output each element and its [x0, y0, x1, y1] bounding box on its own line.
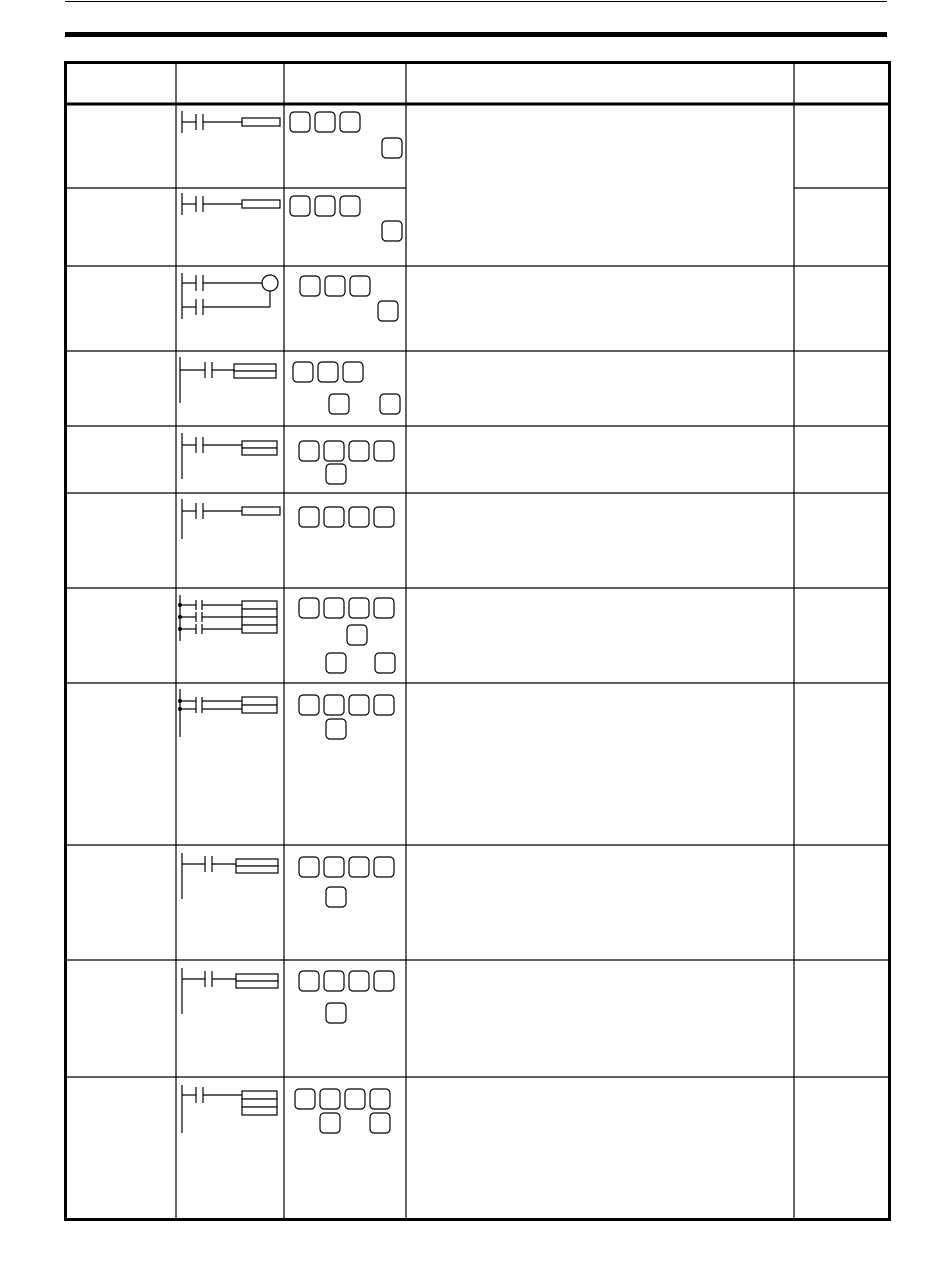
key-sequence-r2 [290, 196, 402, 241]
ladder-diagram-r4 [180, 357, 276, 403]
key-sequence-r5 [299, 441, 394, 484]
ladder-diagram-r2 [182, 193, 280, 215]
key-sequence-r8 [299, 695, 394, 739]
key-sequence-r3 [300, 276, 398, 321]
key-sequence-r6 [299, 507, 394, 527]
key-sequence-r1 [290, 112, 402, 158]
key-sequence-r9 [299, 857, 394, 907]
ladder-diagram-r5 [182, 433, 277, 479]
ladder-diagram-r6 [182, 499, 280, 539]
ladder-diagram-r3 [182, 273, 278, 319]
key-sequence-r4 [293, 362, 400, 414]
ladder-diagram-r1 [182, 111, 280, 133]
ladder-diagram-r10 [182, 968, 278, 1014]
ladder-diagram-r8 [178, 689, 277, 737]
ladder-diagram-r7 [178, 595, 277, 641]
key-sequence-r10 [299, 971, 394, 1023]
header-thick-rule [65, 32, 887, 37]
header-thin-rule [65, 1, 887, 2]
ladder-diagram-r9 [182, 853, 278, 899]
instruction-table [64, 61, 891, 1221]
instruction-table-grid [64, 61, 891, 1221]
key-sequence-r7 [299, 598, 395, 673]
key-sequence-r11 [295, 1089, 390, 1133]
ladder-diagram-r11 [182, 1085, 277, 1133]
